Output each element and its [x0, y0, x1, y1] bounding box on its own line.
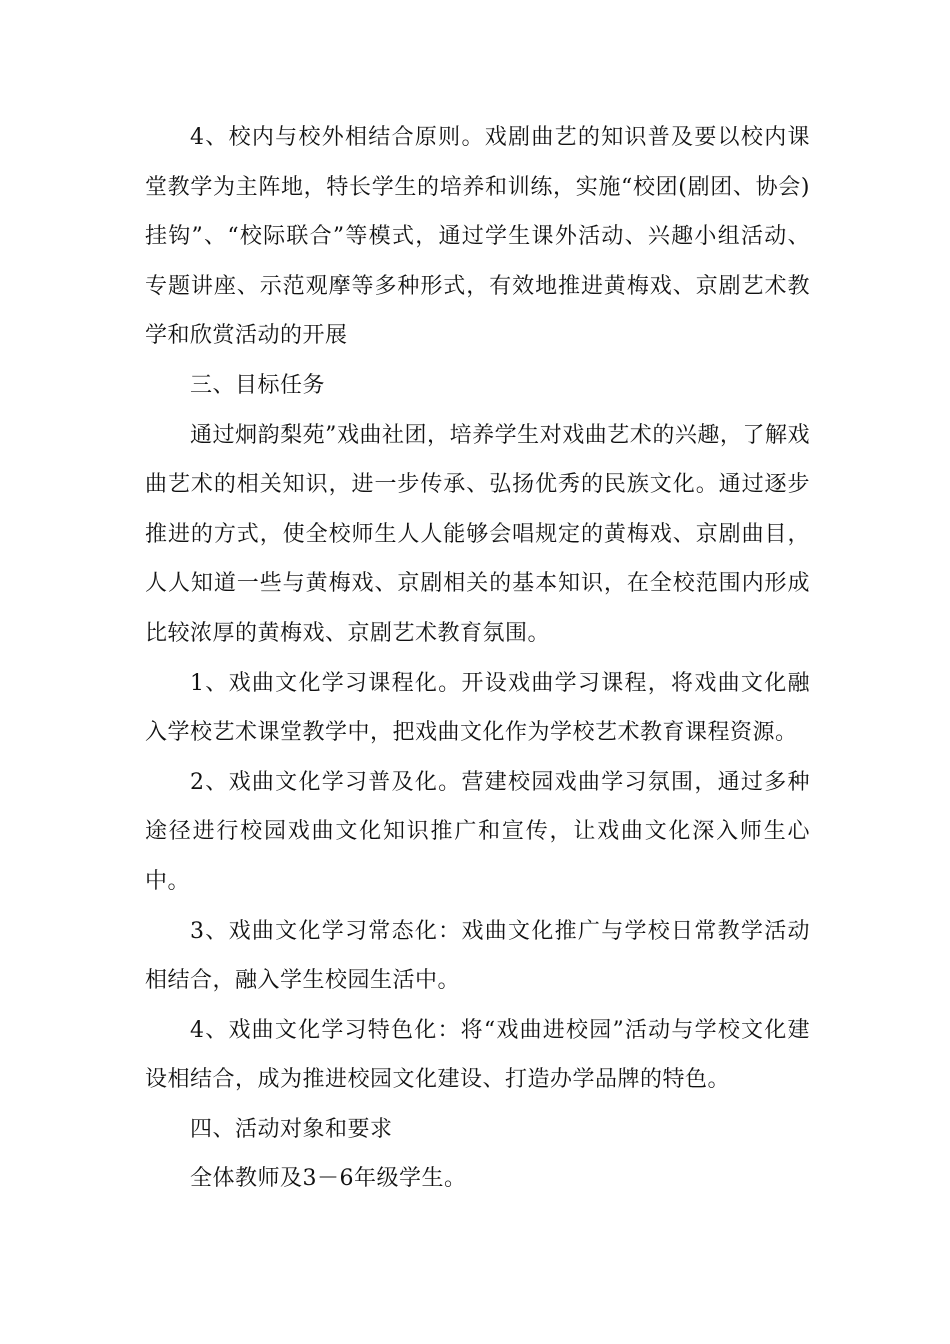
goal-1-paragraph: 1、戏曲文化学习课程化。开设戏曲学习课程，将戏曲文化融入学校艺术课堂教学中，把戏曲文化作为学校艺术教育课程资源。: [145, 670, 810, 746]
principle-4-paragraph: 4、校内与校外相结合原则。戏剧曲艺的知识普及要以校内课堂教学为主阵地，特长学生的培养和训练，实施“校团(剧团、协会)挂钩”、“校际联合”等模式，通过学生课外活动、兴趣小组活动、专题讲座、示范观摩等多种形式，有效地推进黄梅戏、京剧艺术教学和欣赏活动的开展: [145, 125, 810, 349]
goal-2-paragraph: 2、戏曲文化学习普及化。营建校园戏曲学习氛围，通过多种途径进行校园戏曲文化知识推广和宣传，让戏曲文化深入师生心中。: [145, 769, 810, 894]
document-body: [145, 113, 810, 1204]
goals-intro-paragraph: 通过炯韵梨苑”戏曲社团，培养学生对戏曲艺术的兴趣，了解戏曲艺术的相关知识，进一步传承、弘扬优秀的民族文化。通过逐步推进的方式，使全校师生人人能够会唱规定的黄梅戏、京剧曲目，人人知道一些与黄梅戏、京剧相关的基本知识，在全校范围内形成比较浓厚的黄梅戏、京剧艺术教育氛围。: [145, 422, 810, 646]
goal-4-paragraph: 4、戏曲文化学习特色化：将“戏曲进校园”活动与学校文化建设相结合，成为推进校园文化建设、打造办学品牌的特色。: [145, 1017, 810, 1093]
participants-paragraph: 全体教师及3－6年级学生。: [190, 1166, 467, 1192]
section-heading-participants: 四、活动对象和要求: [190, 1116, 393, 1142]
section-heading-goals: 三、目标任务: [190, 372, 326, 398]
goal-3-paragraph: 3、戏曲文化学习常态化：戏曲文化推广与学校日常教学活动相结合，融入学生校园生活中。: [145, 918, 810, 994]
